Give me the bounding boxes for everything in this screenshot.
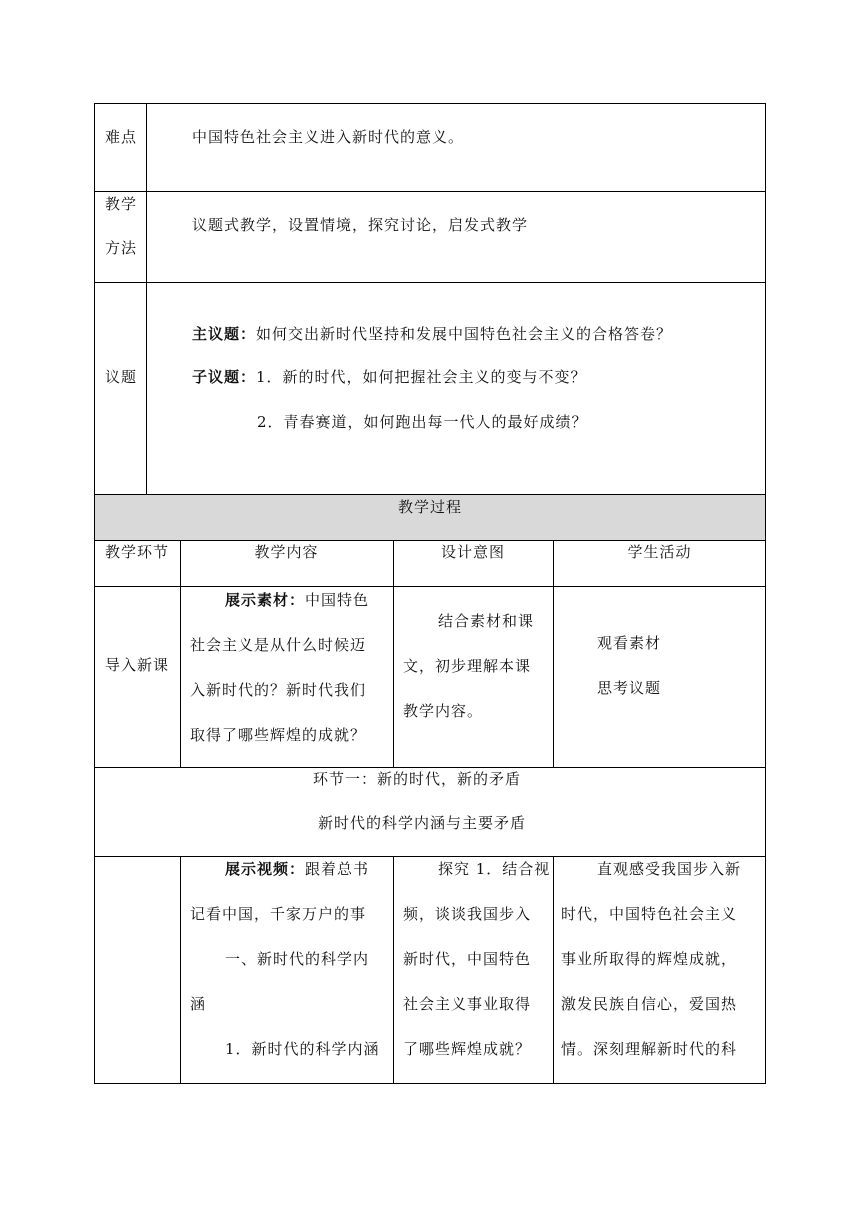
- video-content-line5: 1．新时代的科学内涵: [225, 1040, 380, 1058]
- col-divider-1b: [180, 856, 181, 1084]
- difficulty-row: [94, 103, 766, 192]
- method-label-line2: 方法: [105, 239, 138, 257]
- main-topic-prefix: 主议题：: [192, 325, 257, 343]
- main-topic: [192, 324, 672, 344]
- video-activity-line2: 时代，中国特色社会主义: [561, 905, 738, 923]
- section1-subtitle: 新时代的科学内涵与主要矛盾: [318, 814, 527, 832]
- intro-content-line1: [225, 590, 369, 610]
- intro-content-line2: 社会主义是从什么时候迈: [190, 636, 367, 654]
- video-intent-line3: 新时代，中国特色: [403, 950, 532, 968]
- topic-row: [94, 282, 766, 495]
- col-divider-3b: [553, 856, 554, 1084]
- col-divider-2: [393, 540, 394, 768]
- col-divider-1: [180, 540, 181, 768]
- intro-intent-line2: 文，初步理解本课: [403, 657, 532, 675]
- col-divider-2b: [393, 856, 394, 1084]
- intro-content-line3: 入新时代的？新时代我们: [190, 681, 367, 699]
- video-content-line2: 记看中国，千家万户的事: [190, 905, 367, 923]
- sub-topic-1: [192, 367, 587, 387]
- sub-topic-1-text: 1．新的时代，如何把握社会主义的变与不变？: [256, 368, 587, 386]
- video-intent-line1: 探究 1．结合视: [438, 860, 551, 878]
- method-row: [94, 191, 766, 283]
- process-title: 教学过程: [397, 498, 462, 516]
- sub-topic-2: 2．青春赛道，如何跑出每一代人的最好成绩？: [257, 413, 588, 431]
- intro-stage: 导入新课: [105, 656, 170, 674]
- main-topic-text: 如何交出新时代坚持和发展中国特色社会主义的合格答卷？: [256, 325, 673, 343]
- header-intent: 设计意图: [440, 543, 505, 561]
- video-content-line4: 涵: [190, 995, 207, 1013]
- intro-intent-line1: 结合素材和课: [438, 612, 535, 630]
- label-column-divider: [146, 103, 147, 494]
- header-stage: 教学环节: [104, 543, 169, 561]
- intro-content-line4: 取得了哪些辉煌的成就？: [190, 726, 367, 744]
- intro-content-text1: 中国特色: [305, 591, 370, 609]
- topic-label: 议题: [105, 368, 138, 386]
- video-intent-line2: 频，谈谈我国步入: [403, 905, 532, 923]
- sub-topic-prefix: 子议题：: [192, 368, 257, 386]
- video-activity-line4: 激发民族自信心，爱国热: [561, 995, 738, 1013]
- difficulty-content: 中国特色社会主义进入新时代的意义。: [192, 128, 465, 146]
- video-activity-line1: 直观感受我国步入新: [597, 860, 742, 878]
- difficulty-label: 难点: [105, 128, 138, 146]
- video-content-line1: [225, 859, 369, 879]
- col-divider-3: [553, 540, 554, 768]
- intro-intent-line3: 教学内容。: [403, 702, 484, 720]
- method-content: 议题式教学，设置情境，探究讨论，启发式教学: [192, 216, 529, 234]
- section1-title: 环节一：新的时代，新的矛盾: [313, 770, 522, 788]
- video-content-prefix: 展示视频：: [225, 860, 306, 878]
- video-content-line3: 一、新时代的科学内: [225, 950, 370, 968]
- video-activity-line3: 事业所取得的辉煌成就，: [561, 950, 738, 968]
- video-activity-line5: 情。深刻理解新时代的科: [561, 1040, 738, 1058]
- video-intent-line4: 社会主义事业取得: [403, 995, 532, 1013]
- header-content: 教学内容: [254, 543, 319, 561]
- method-label-line1: 教学: [105, 195, 138, 213]
- intro-content-prefix: 展示素材：: [225, 591, 306, 609]
- video-intent-line5: 了哪些辉煌成就？: [403, 1040, 532, 1058]
- header-activity: 学生活动: [627, 543, 692, 561]
- video-content-text1: 跟着总书: [305, 860, 370, 878]
- intro-activity-line1: 观看素材: [597, 634, 662, 652]
- intro-activity-line2: 思考议题: [597, 679, 662, 697]
